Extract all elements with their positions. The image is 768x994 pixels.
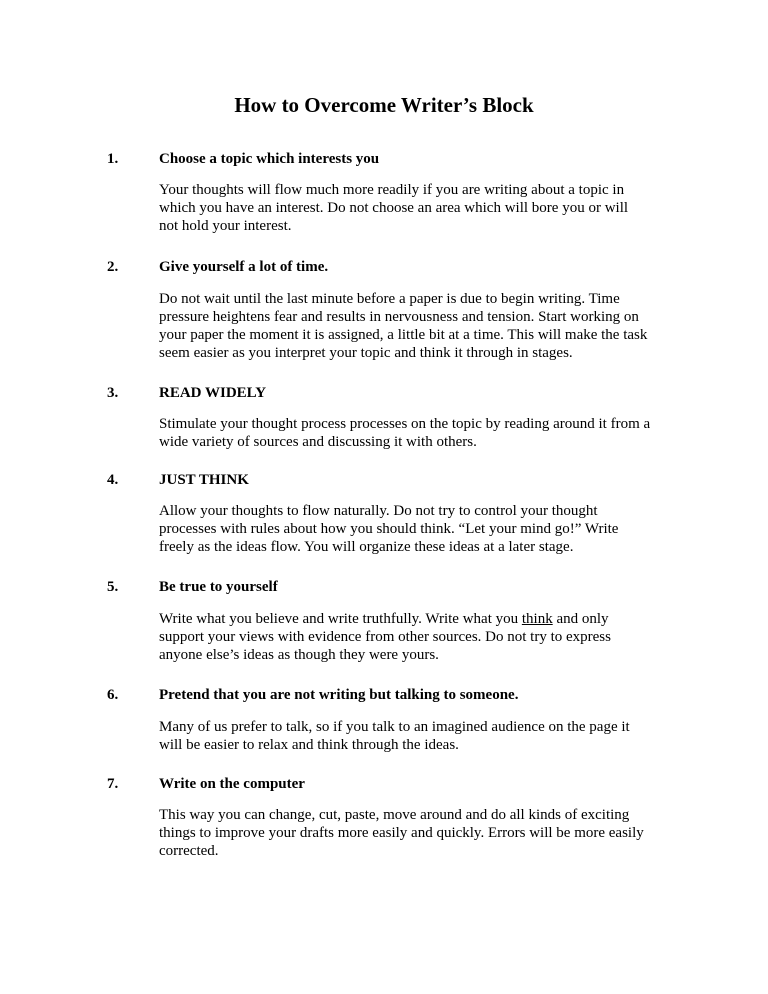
- item-body: [159, 806, 659, 860]
- item-number: 5.: [107, 579, 119, 595]
- body-line: anyone else’s ideas as though they were yours.: [159, 647, 439, 663]
- body-line: This way you can change, cut, paste, move around and do all kinds of exciting: [159, 807, 630, 823]
- body-line: Your thoughts will flow much more readily if you are writing about a topic in: [159, 182, 625, 198]
- item-number: 1.: [107, 151, 119, 167]
- body-line: Stimulate your thought process processes on the topic by reading around it from a: [159, 416, 651, 432]
- body-line: processes with rules about how you should think. “Let your mind go!” Write: [159, 521, 619, 537]
- item-number: 6.: [107, 687, 119, 703]
- item-body: [159, 415, 659, 451]
- body-line: Many of us prefer to talk, so if you talk to an imagined audience on the page it: [159, 719, 630, 735]
- item-body: [159, 610, 659, 664]
- body-line: Do not wait until the last minute before a paper is due to begin writing. Time: [159, 291, 620, 307]
- body-line: will be easier to relax and think through the ideas.: [159, 737, 459, 753]
- underlined-word: think: [521, 611, 553, 627]
- body-text: Write what you believe and write truthfully. Write what you: [159, 611, 522, 627]
- body-line: seem easier as you interpret your topic and think it through in stages.: [159, 345, 573, 361]
- item-number: 2.: [107, 259, 119, 275]
- body-line: not hold your interest.: [159, 218, 292, 234]
- body-line: which you have an interest. Do not choose an area which will bore you or will: [159, 200, 629, 216]
- item-body: [159, 502, 659, 556]
- item-number: 4.: [107, 472, 119, 488]
- body-line: corrected.: [159, 843, 219, 859]
- item-body: [159, 290, 659, 362]
- item-heading: JUST THINK: [159, 472, 249, 488]
- document-title: How to Overcome Writer’s Block: [234, 93, 534, 117]
- body-line: Allow your thoughts to flow naturally. Do not try to control your thought: [159, 503, 598, 519]
- body-line: wide variety of sources and discussing it with others.: [159, 434, 477, 450]
- item-body: [159, 718, 659, 754]
- item-heading: Pretend that you are not writing but talking to someone.: [159, 687, 519, 703]
- body-line: [159, 610, 659, 628]
- body-line: things to improve your drafts more easily and quickly. Errors will be more easily: [159, 825, 644, 841]
- item-body: [159, 181, 659, 235]
- body-line: support your views with evidence from other sources. Do not try to express: [159, 629, 611, 645]
- item-heading: Write on the computer: [159, 776, 305, 792]
- body-text: and only: [552, 611, 609, 627]
- body-line: your paper the moment it is assigned, a little bit at a time. This will make the task: [159, 327, 648, 343]
- item-number: 7.: [107, 776, 119, 792]
- item-number: 3.: [107, 385, 119, 401]
- item-heading: Be true to yourself: [159, 579, 278, 595]
- body-line: freely as the ideas flow. You will organize these ideas at a later stage.: [159, 539, 574, 555]
- item-heading: Give yourself a lot of time.: [159, 259, 329, 275]
- body-line: pressure heightens fear and results in nervousness and tension. Start working on: [159, 309, 639, 325]
- item-heading: READ WIDELY: [159, 385, 267, 401]
- item-heading: Choose a topic which interests you: [159, 151, 380, 167]
